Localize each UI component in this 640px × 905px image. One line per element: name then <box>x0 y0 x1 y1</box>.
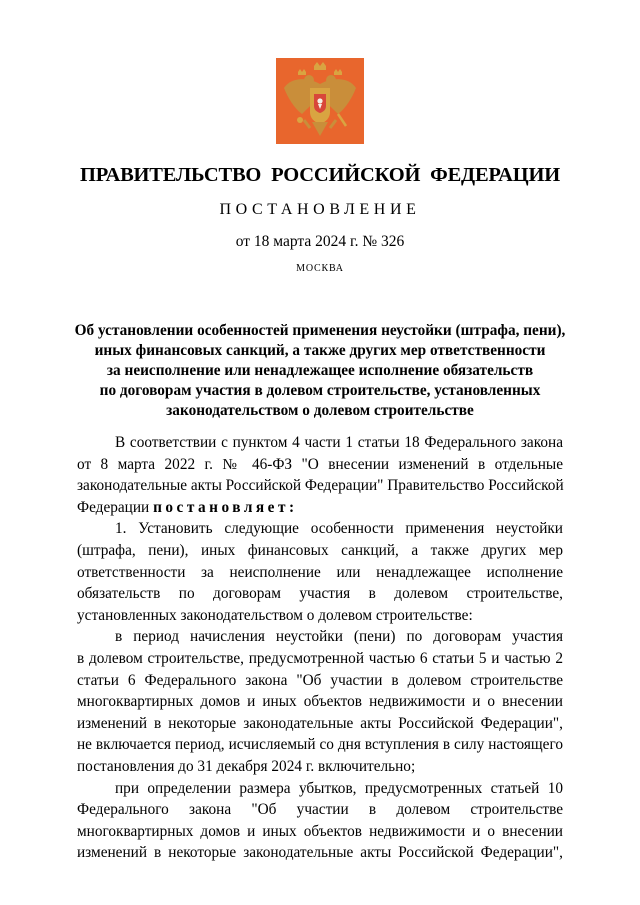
document-body <box>77 432 563 864</box>
document-type: ПОСТАНОВЛЕНИЕ <box>219 201 421 218</box>
body-line: изменений в некоторые законодательные акты Российской Федерации", <box>77 844 563 862</box>
body-line: статьи 6 Федерального закона "Об участии в долевом строительстве <box>77 671 563 689</box>
body-line: установленных законодательством о долевом строительстве: <box>77 606 473 624</box>
document-city: МОСКВА <box>296 263 344 274</box>
coat-of-arms-icon <box>276 58 364 144</box>
heading-line: за неисполнение или ненадлежащее исполнение обязательств <box>106 362 534 379</box>
heading-line: иных финансовых санкций, а также других мер ответственности <box>94 342 546 359</box>
body-line: ответственности за неисполнение или ненадлежащее исполнение <box>77 563 563 581</box>
resolve-prefix: Федерации <box>77 498 154 516</box>
body-line: при определении размера убытков, предусмотренных статьей 10 <box>115 779 563 797</box>
heading-line: по договорам участия в долевом строительстве, установленных <box>99 382 541 399</box>
body-line: многоквартирных домов и иных объектов недвижимости и о внесении <box>77 693 563 711</box>
government-title: ПРАВИТЕЛЬСТВО РОССИЙСКОЙ ФЕДЕРАЦИИ <box>80 164 560 186</box>
body-line-resolve <box>77 497 563 519</box>
body-line: В соответствии с пунктом 4 части 1 статьи 18 Федерального закона <box>115 434 563 451</box>
heading-line: Об установлении особенностей применения неустойки (штрафа, пени), <box>74 322 566 339</box>
body-line: не включается период, исчисляемый со дня вступления в силу настоящего <box>77 736 563 754</box>
body-line: в период начисления неустойки (пени) по договорам участия <box>115 628 563 646</box>
body-line: законодательные акты Российской Федерации" Правительство Российской <box>77 477 564 495</box>
body-line: 1. Установить следующие особенности применения неустойки <box>115 520 563 538</box>
body-line: обязательств по договорам участия в долевом строительстве, <box>77 585 563 603</box>
body-line: многоквартирных домов и иных объектов недвижимости и о внесении <box>77 822 563 840</box>
body-line: Федерального закона "Об участии в долевом строительстве <box>77 801 563 819</box>
resolve-keyword: постановляет: <box>153 498 298 516</box>
document-heading <box>60 321 580 421</box>
body-line: постановления до 31 декабря 2024 г. включительно; <box>77 757 416 775</box>
body-line: в долевом строительстве, предусмотренной частью 6 статьи 5 и частью 2 <box>77 649 563 667</box>
heading-line: законодательством о долевом строительстве <box>166 402 474 419</box>
document-date-number: от 18 марта 2024 г. № 326 <box>235 233 405 250</box>
body-line: (штрафа, пени), иных финансовых санкций, а также других мер <box>77 541 563 559</box>
body-line: от 8 марта 2022 г. № 46-ФЗ "О внесении изменений в отдельные <box>77 455 563 473</box>
body-line: изменений в некоторые законодательные акты Российской Федерации", <box>77 714 563 732</box>
